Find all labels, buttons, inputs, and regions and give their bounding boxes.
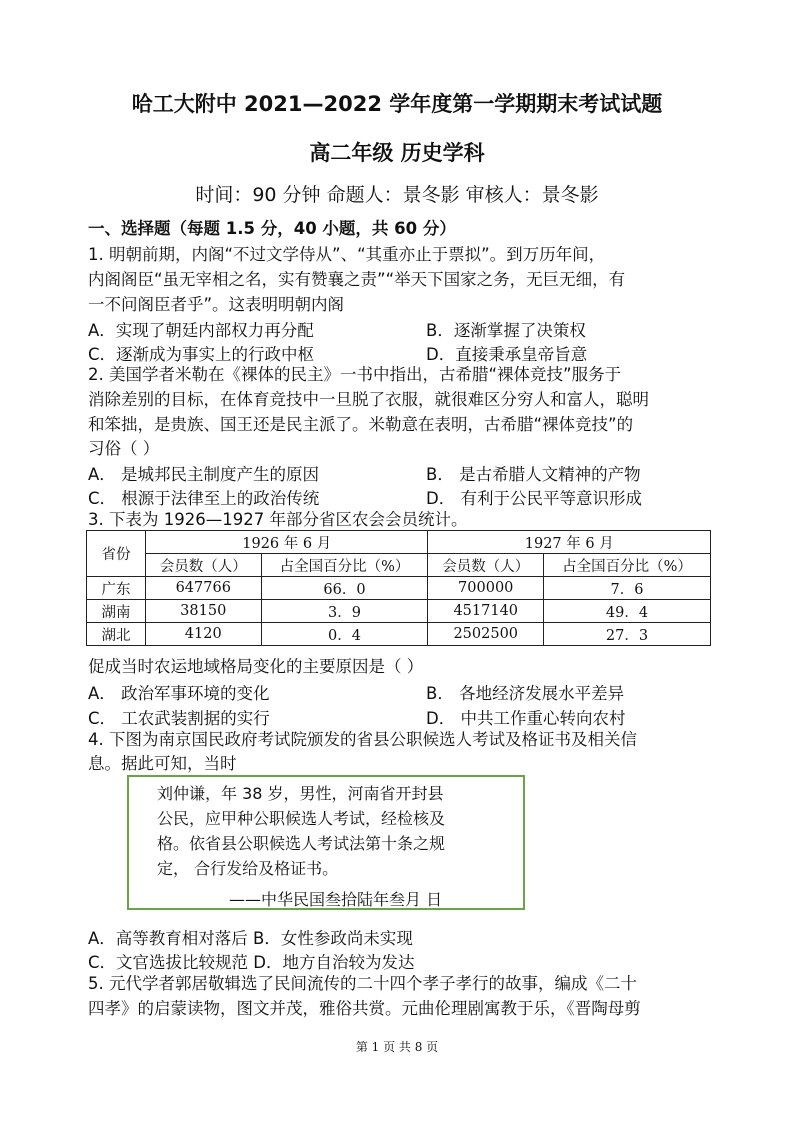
q4-options-ab[interactable]: A．高等教育相对落后 B．女性参政尚未实现: [88, 929, 413, 948]
table-cell: 4120: [146, 623, 262, 646]
certificate-box: [127, 775, 525, 910]
q2-line: 习俗（ ）: [88, 439, 160, 458]
table-cell: 49．4: [543, 600, 710, 623]
table-cell: 27．3: [543, 623, 710, 646]
q1-option-a[interactable]: A．实现了朝廷内部权力再分配: [88, 321, 314, 340]
table-cell: 4517140: [428, 600, 544, 623]
table-cell: 2502500: [428, 623, 544, 646]
table-cell: 700000: [428, 577, 544, 600]
certificate-line: 格。依省县公职候选人考试法第十条之规: [157, 834, 446, 853]
q3-option-d[interactable]: D． 中共工作重心转向农村: [426, 709, 626, 728]
table-cell: 66．0: [261, 577, 428, 600]
table-row: [87, 623, 711, 646]
exam-title: 哈工大附中 2021—2022 学年度第一学期期末考试试题: [131, 92, 663, 116]
table-header-row: [87, 531, 711, 554]
table-subheader-row: [87, 554, 711, 577]
exam-meta: 时间：90 分钟 命题人：景冬影 审核人：景冬影: [195, 184, 599, 206]
q2-option-d[interactable]: D． 有利于公民平等意识形成: [426, 489, 642, 508]
table-cell: 广东: [87, 577, 146, 600]
page-number: 第 1 页 共 8 页: [355, 1040, 439, 1054]
table-row: [87, 577, 711, 600]
certificate-date: ——中华民国叁拾陆年叁月 日: [229, 890, 443, 909]
table-header-percent: 占全国百分比（%）: [543, 554, 710, 577]
table-cell: 647766: [146, 577, 262, 600]
q5-line: 四孝》的启蒙读物，图文并茂，雅俗共赏。元曲伦理剧寓教于乐，《晋陶母剪: [88, 999, 641, 1018]
section-heading: 一、选择题（每题 1.5 分，40 小题，共 60 分）: [88, 219, 456, 238]
table-cell: 湖北: [87, 623, 146, 646]
certificate-line: 定， 合行发给及格证书。: [157, 859, 339, 878]
table-header-year1: 1926 年 6 月: [146, 531, 428, 554]
q1-option-c[interactable]: C．逐渐成为事实上的行政中枢: [88, 345, 315, 364]
table-cell: 湖南: [87, 600, 146, 623]
certificate-line: 公民，应甲种公职候选人考试，经检核及: [157, 809, 446, 828]
q3-option-a[interactable]: A． 政治军事环境的变化: [88, 684, 270, 703]
table-cell: 0．4: [261, 623, 428, 646]
q4-options-cd[interactable]: C．文官选拔比较规范 D．地方自治较为发达: [88, 953, 415, 972]
q1-option-d[interactable]: D．直接秉承皇帝旨意: [426, 345, 588, 364]
q1-option-b[interactable]: B．逐渐掌握了决策权: [426, 321, 586, 340]
q4-line: 息。据此可知，当时: [88, 754, 237, 773]
q2-line: 2. 美国学者米勒在《裸体的民主》一书中指出，古希腊“裸体竞技”服务于: [88, 365, 622, 384]
table-header-province: 省份: [87, 531, 146, 577]
q5-line: 5. 元代学者郭居敬辑选了民间流传的二十四个孝子孝行的故事，编成《二十: [88, 974, 637, 993]
q3-option-b[interactable]: B． 各地经济发展水平差异: [426, 684, 625, 703]
table-cell: 3．9: [261, 600, 428, 623]
q1-line: 1. 明朝前期，内阁“不过文学侍从”、“其重亦止于票拟”。到万历年间，: [88, 245, 606, 264]
table-header-members: 会员数（人）: [428, 554, 544, 577]
q3-stem: 3. 下表为 1926—1927 年部分省区农会会员统计。: [88, 510, 468, 529]
table-header-percent: 占全国百分比（%）: [261, 554, 428, 577]
certificate-line: 刘仲谦，年 38 岁，男性，河南省开封县: [157, 784, 444, 803]
q2-line: 消除差别的目标，在体育竞技中一旦脱了衣服，就很难区分穷人和富人，聪明: [88, 390, 649, 409]
q1-line: 内阁阁臣“虽无宰相之名，实有赞襄之责”“举天下国家之务，无巨无细，有: [88, 270, 626, 289]
exam-subtitle: 高二年级 历史学科: [309, 141, 485, 165]
q3-option-c[interactable]: C． 工农武装割据的实行: [88, 709, 270, 728]
q1-line: 一不问阁臣者乎”。这表明明朝内阁: [88, 295, 345, 314]
table-header-year2: 1927 年 6 月: [428, 531, 711, 554]
table-header-members: 会员数（人）: [146, 554, 262, 577]
q2-option-b[interactable]: B． 是古希腊人文精神的产物: [426, 465, 641, 484]
table-cell: 7．6: [543, 577, 710, 600]
q2-line: 和笨拙，是贵族、国王还是民主派了。米勒意在表明，古希腊“裸体竞技”的: [88, 415, 634, 434]
q4-line: 4. 下图为南京国民政府考试院颁发的省县公职候选人考试及格证书及相关信: [88, 730, 637, 749]
q3-question: 促成当时农运地域格局变化的主要原因是（ ）: [88, 657, 424, 676]
table-cell: 38150: [146, 600, 262, 623]
q2-option-a[interactable]: A． 是城邦民主制度产生的原因: [88, 465, 320, 484]
membership-table: [86, 530, 711, 646]
q2-option-c[interactable]: C． 根源于法律至上的政治传统: [88, 489, 320, 508]
table-row: [87, 600, 711, 623]
